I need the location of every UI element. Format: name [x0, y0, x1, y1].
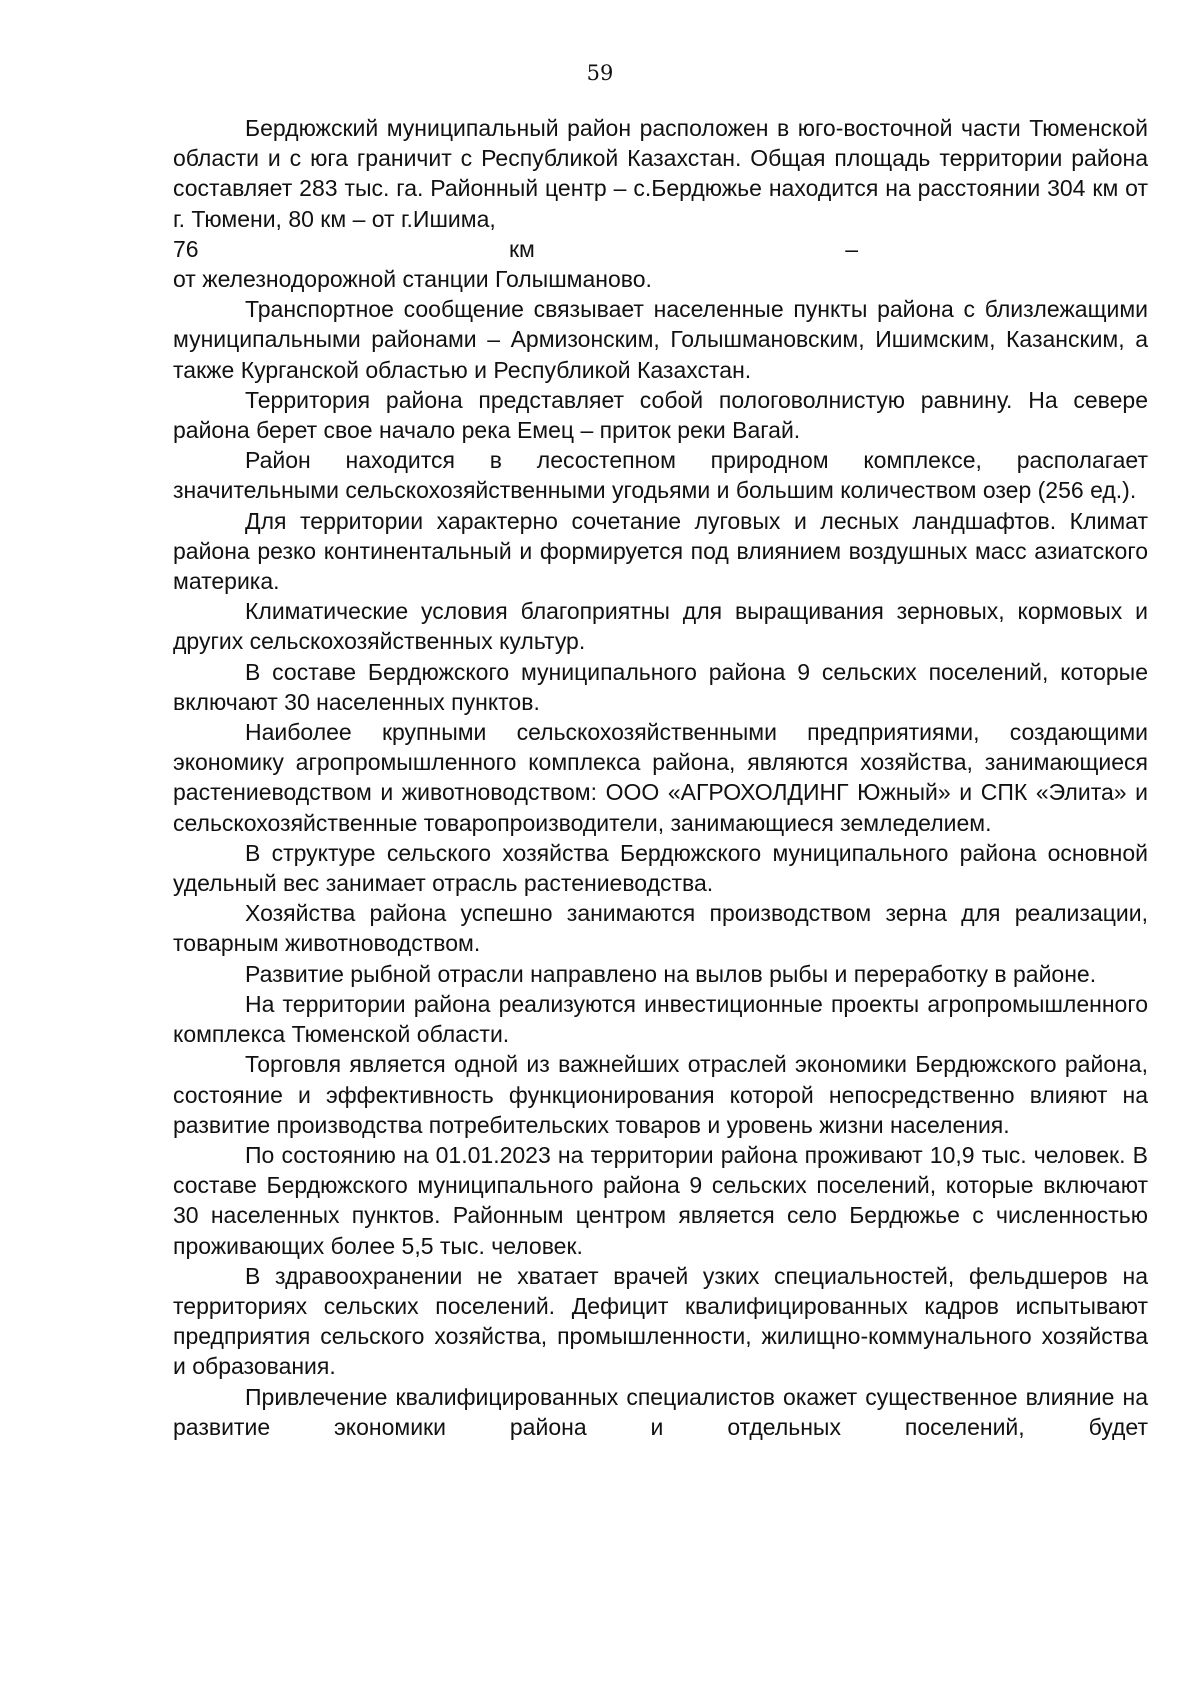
paragraph: Район находится в лесостепном природном комплексе, располагает значительными сельскохозяйственными угодьями и большим количеством озер (256 ед.). [173, 447, 1148, 504]
split-line-unit: км [508, 235, 535, 262]
paragraph: В здравоохранении не хватает врачей узких специальностей, фельдшеров на территориях сельских поселений. Дефицит квалифицированных кадров испытывают предприятия сельского хозяйства, промышленности, жилищно-коммунального хозяйства и образования. [173, 1262, 1148, 1380]
paragraph: Хозяйства района успешно занимаются производством зерна для реализации, товарным животноводством. [173, 900, 1148, 957]
paragraph: Территория района представляет собой пологоволнистую равнину. На севере района берет свое начало река Емец – приток реки Вагай. [173, 386, 1148, 444]
paragraph: Наиболее крупными сельскохозяйственными предприятиями, создающими экономику агропромышленного комплекса района, являются хозяйства, занимающиеся растениеводством и животноводством: ООО «АГРОХОЛДИНГ Южный» и СПК «Элита» и сельскохозяйственные товаропроизводители, занимающиеся земледелием. [173, 719, 1148, 836]
paragraph: Для территории характерно сочетание луговых и лесных ландшафтов. Климат района резко континентальный и формируется под влиянием воздушных масс азиатского материка. [173, 507, 1148, 595]
split-line-distance: 76 [173, 235, 199, 262]
paragraph: Транспортное сообщение связывает населенные пункты района с близлежащими муниципальными районами – Армизонским, Голышмановским, Ишимским, Казанским, а также Курганской областью и Республикой Казахстан. [173, 296, 1148, 383]
split-line [173, 234, 858, 264]
paragraph: Развитие рыбной отрасли направлено на вылов рыбы и переработку в районе. [245, 960, 1097, 987]
paragraph: Торговля является одной из важнейших отраслей экономики Бердюжского района, состояние и эффективность функционирования которой непосредственно влияют на развитие производства потребительских товаров и уровень жизни населения. [173, 1051, 1148, 1138]
paragraph: Бердюжский муниципальный район расположен в юго-восточной части Тюменской области и с юга граничит с Республикой Казахстан. Общая площадь территории района составляет 283 тыс. га. Районный центр – с.Бердюжье находится на расстоянии 304 км от г. Тюмени, 80 км – от г.Ишима, [173, 115, 1148, 232]
paragraph: По состоянию на 01.01.2023 на территории района проживают 10,9 тыс. человек. В составе Бердюжского муниципального района 9 сельских поселений, которые включают 30 населенных пунктов. Районным центром является село Бердюжье с численностью проживающих более 5,5 тыс. человек. [173, 1141, 1148, 1259]
paragraph-continuation: от железнодорожной станции Голышманово. [173, 266, 652, 293]
paragraph: Привлечение квалифицированных специалистов окажет существенное влияние на развитие экономики района и отдельных поселений, будет [173, 1383, 1148, 1440]
document-body [173, 113, 1148, 1442]
paragraph: На территории района реализуются инвестиционные проекты агропромышленного комплекса Тюменской области. [173, 990, 1148, 1048]
page-number: 59 [586, 61, 614, 85]
paragraph: Климатические условия благоприятны для выращивания зерновых, кормовых и других сельскохозяйственных культур. [173, 598, 1148, 655]
paragraph: В структуре сельского хозяйства Бердюжского муниципального района основной удельный вес занимает отрасль растениеводства. [173, 839, 1148, 897]
paragraph: В составе Бердюжского муниципального района 9 сельских поселений, которые включают 30 населенных пунктов. [173, 658, 1148, 715]
split-line-dash: – [845, 235, 858, 262]
